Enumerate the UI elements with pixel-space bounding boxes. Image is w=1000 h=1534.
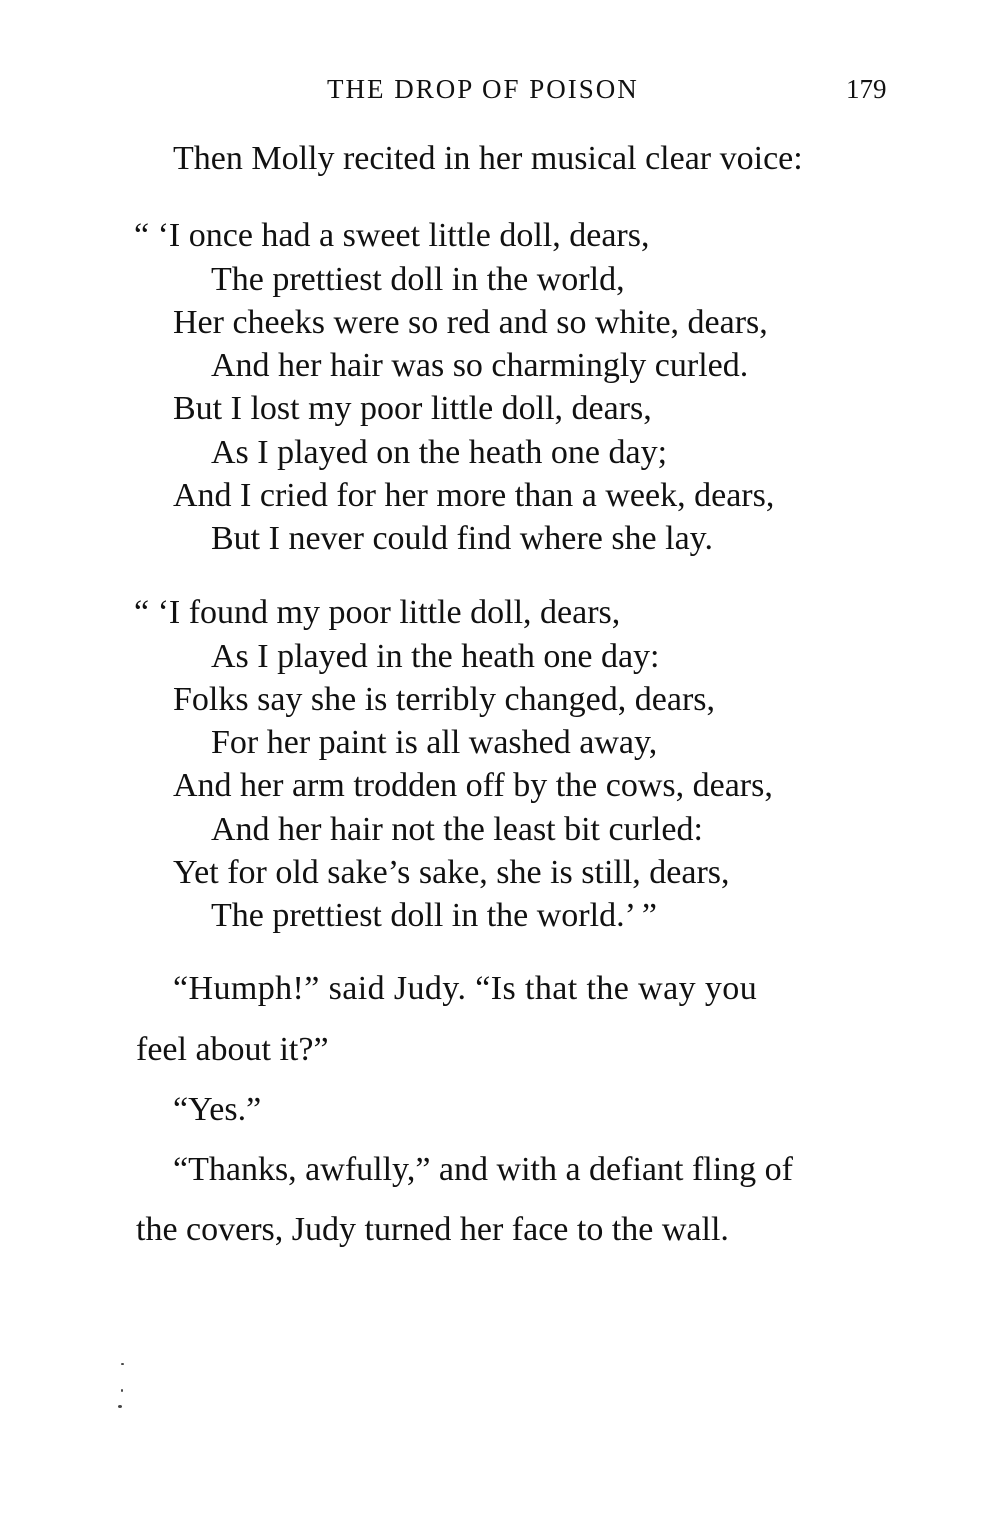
page-number: 179 [846,74,887,104]
stanza-2-line: Yet for old sake’s sake, she is still, dears, [173,854,730,891]
print-speck [121,1363,124,1365]
dialogue-line: “Thanks, awfully,” and with a defiant fling of [173,1151,793,1188]
running-title: THE DROP OF POISON [327,74,639,104]
dialogue-line: the covers, Judy turned her face to the wall. [136,1211,729,1248]
stanza-2-line: And her hair not the least bit curled: [211,811,703,848]
stanza-1-line: And her hair was so charmingly curled. [211,347,749,384]
stanza-1-line: “ ‘I once had a sweet little doll, dears, [134,217,650,254]
stanza-1-line: And I cried for her more than a week, dears, [173,477,775,514]
print-speck [118,1405,122,1408]
intro-line: Then Molly recited in her musical clear voice: [173,140,803,177]
dialogue-line: “Yes.” [173,1091,262,1128]
stanza-1-line: Her cheeks were so red and so white, dears, [173,304,768,341]
print-speck [121,1389,123,1392]
dialogue-line: feel about it?” [136,1031,329,1068]
stanza-2-line: “ ‘I found my poor little doll, dears, [134,594,621,631]
stanza-1-line: As I played on the heath one day; [211,434,668,471]
stanza-2-line: The prettiest doll in the world.’ ” [211,897,657,934]
stanza-2-line: As I played in the heath one day: [211,638,660,675]
stanza-1-line: The prettiest doll in the world, [211,261,625,298]
stanza-1-line: But I never could find where she lay. [211,520,713,557]
stanza-2-line: For her paint is all washed away, [211,724,658,761]
dialogue-line: “Humph!” said Judy. “Is that the way you [173,970,758,1007]
stanza-2-line: Folks say she is terribly changed, dears, [173,681,715,718]
stanza-2-line: And her arm trodden off by the cows, dears, [173,767,773,804]
stanza-1-line: But I lost my poor little doll, dears, [173,390,652,427]
